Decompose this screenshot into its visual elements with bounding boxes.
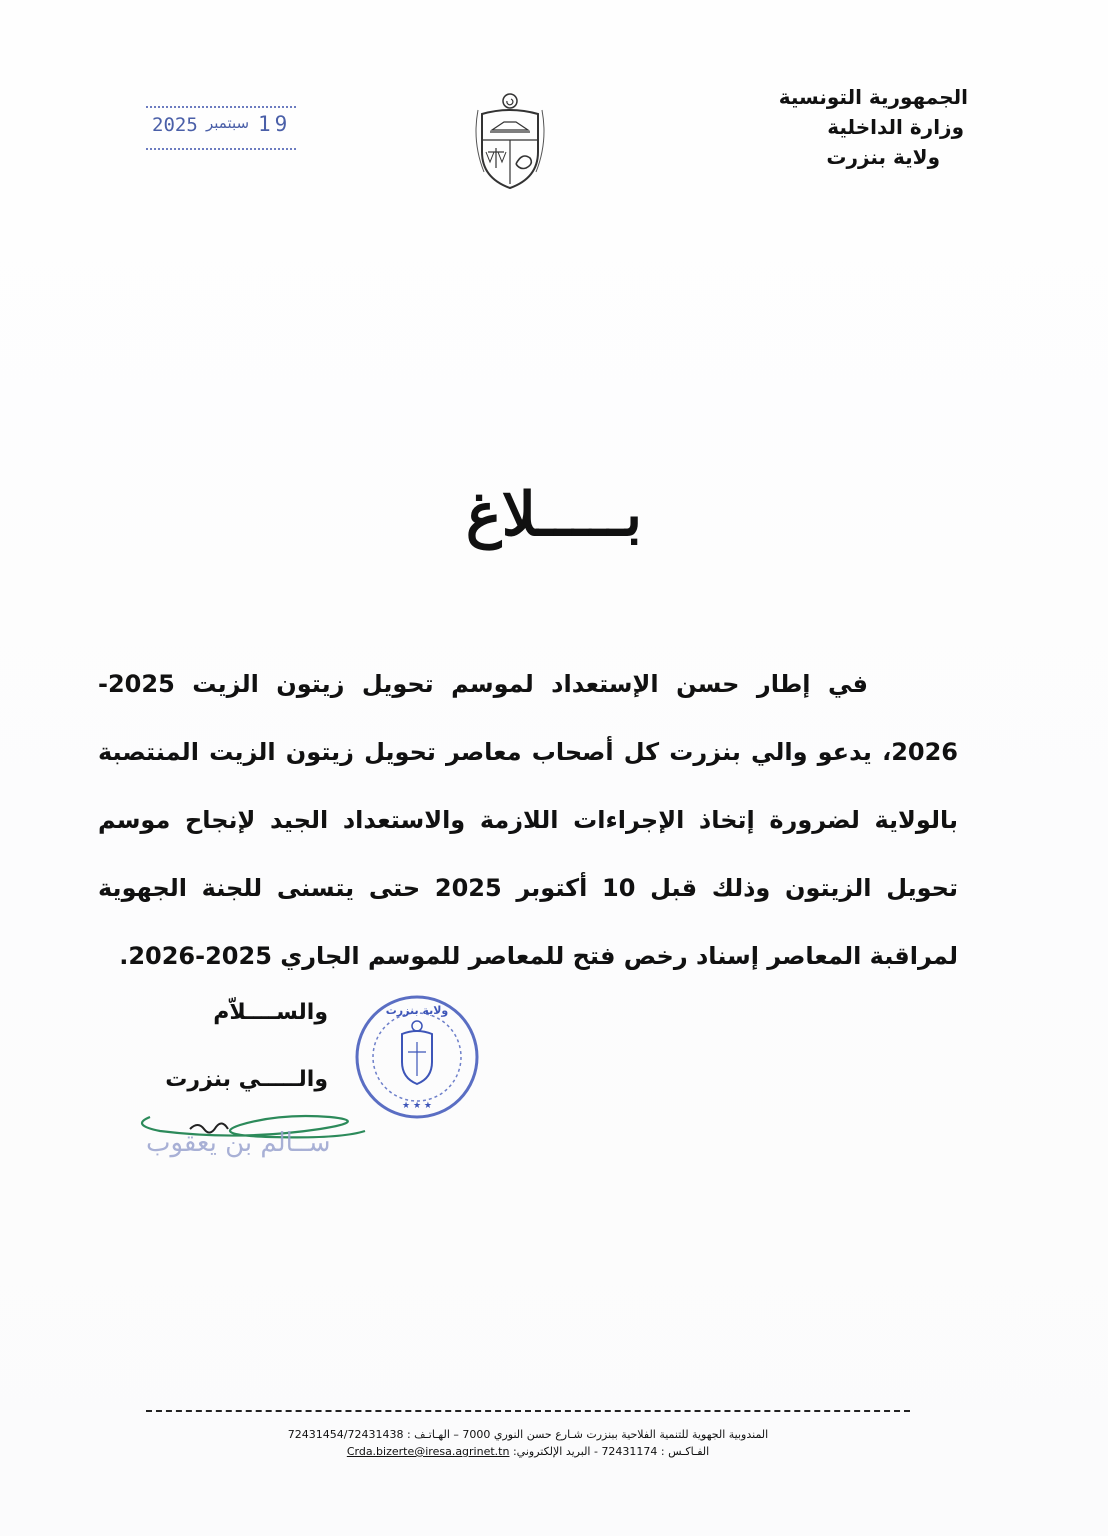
footer-fax: الفـاكـس : 72431174 - البريد الإلكتروني: bbox=[512, 1445, 710, 1458]
date-stamp-year: 2025 bbox=[152, 114, 198, 136]
official-seal-icon bbox=[352, 992, 482, 1122]
announcement-body bbox=[98, 650, 958, 990]
letterhead-ministry: وزارة الداخلية bbox=[827, 115, 964, 139]
letterhead bbox=[708, 82, 968, 172]
closing-salutation: والســــلاّم bbox=[213, 1000, 328, 1025]
document-title: بـــــلاغ bbox=[465, 480, 643, 550]
signatory-title: والـــــي بنزرت bbox=[165, 1067, 328, 1092]
letterhead-country: الجمهورية التونسية bbox=[778, 85, 968, 109]
footer-email-link[interactable]: Crda.bizerte@iresa.agrinet.tn bbox=[346, 1445, 510, 1458]
tunisia-coat-of-arms-icon bbox=[470, 92, 550, 192]
seal-text: ولاية بنزرت bbox=[385, 1004, 449, 1017]
footer-divider bbox=[146, 1410, 910, 1412]
signatory-name-stamp: ســالم بن يعقوب bbox=[146, 1128, 331, 1158]
date-received-stamp bbox=[140, 106, 300, 152]
letterhead-governorate: ولاية بنزرت bbox=[826, 145, 940, 169]
svg-text:★ ★ ★: ★ ★ ★ bbox=[402, 1101, 432, 1111]
announcement-paragraph: في إطار حسن الإستعداد لموسم تحويل زيتون الزيت 2025-2026، يدعو والي بنزرت كل أصحاب معاصر تحويل زيتون الزيت المنتصبة بالولاية لضرورة إتخاذ الإجراءات اللازمة والاستعداد الجيد لإنجاح موسم تحويل الزيتون وذلك قبل 10 أكتوبر 2025 حتى يتسنى للجنة الجهوية لمراقبة المعاصر إسناد رخص فتح للمعاصر للموسم الجاري 2025-2026. bbox=[98, 670, 958, 970]
closing-block bbox=[165, 1000, 328, 1092]
footer-address: المندوبية الجهوية للتنمية الفلاحية ببنزرت شـارع حسن النوري 7000 – الهـاتـف : 72431454/72431438 bbox=[287, 1428, 769, 1441]
date-stamp-month: سبتمبر bbox=[206, 114, 250, 132]
footer-contact bbox=[146, 1443, 910, 1460]
footer bbox=[146, 1410, 910, 1460]
date-stamp-day: 19 bbox=[258, 112, 292, 136]
